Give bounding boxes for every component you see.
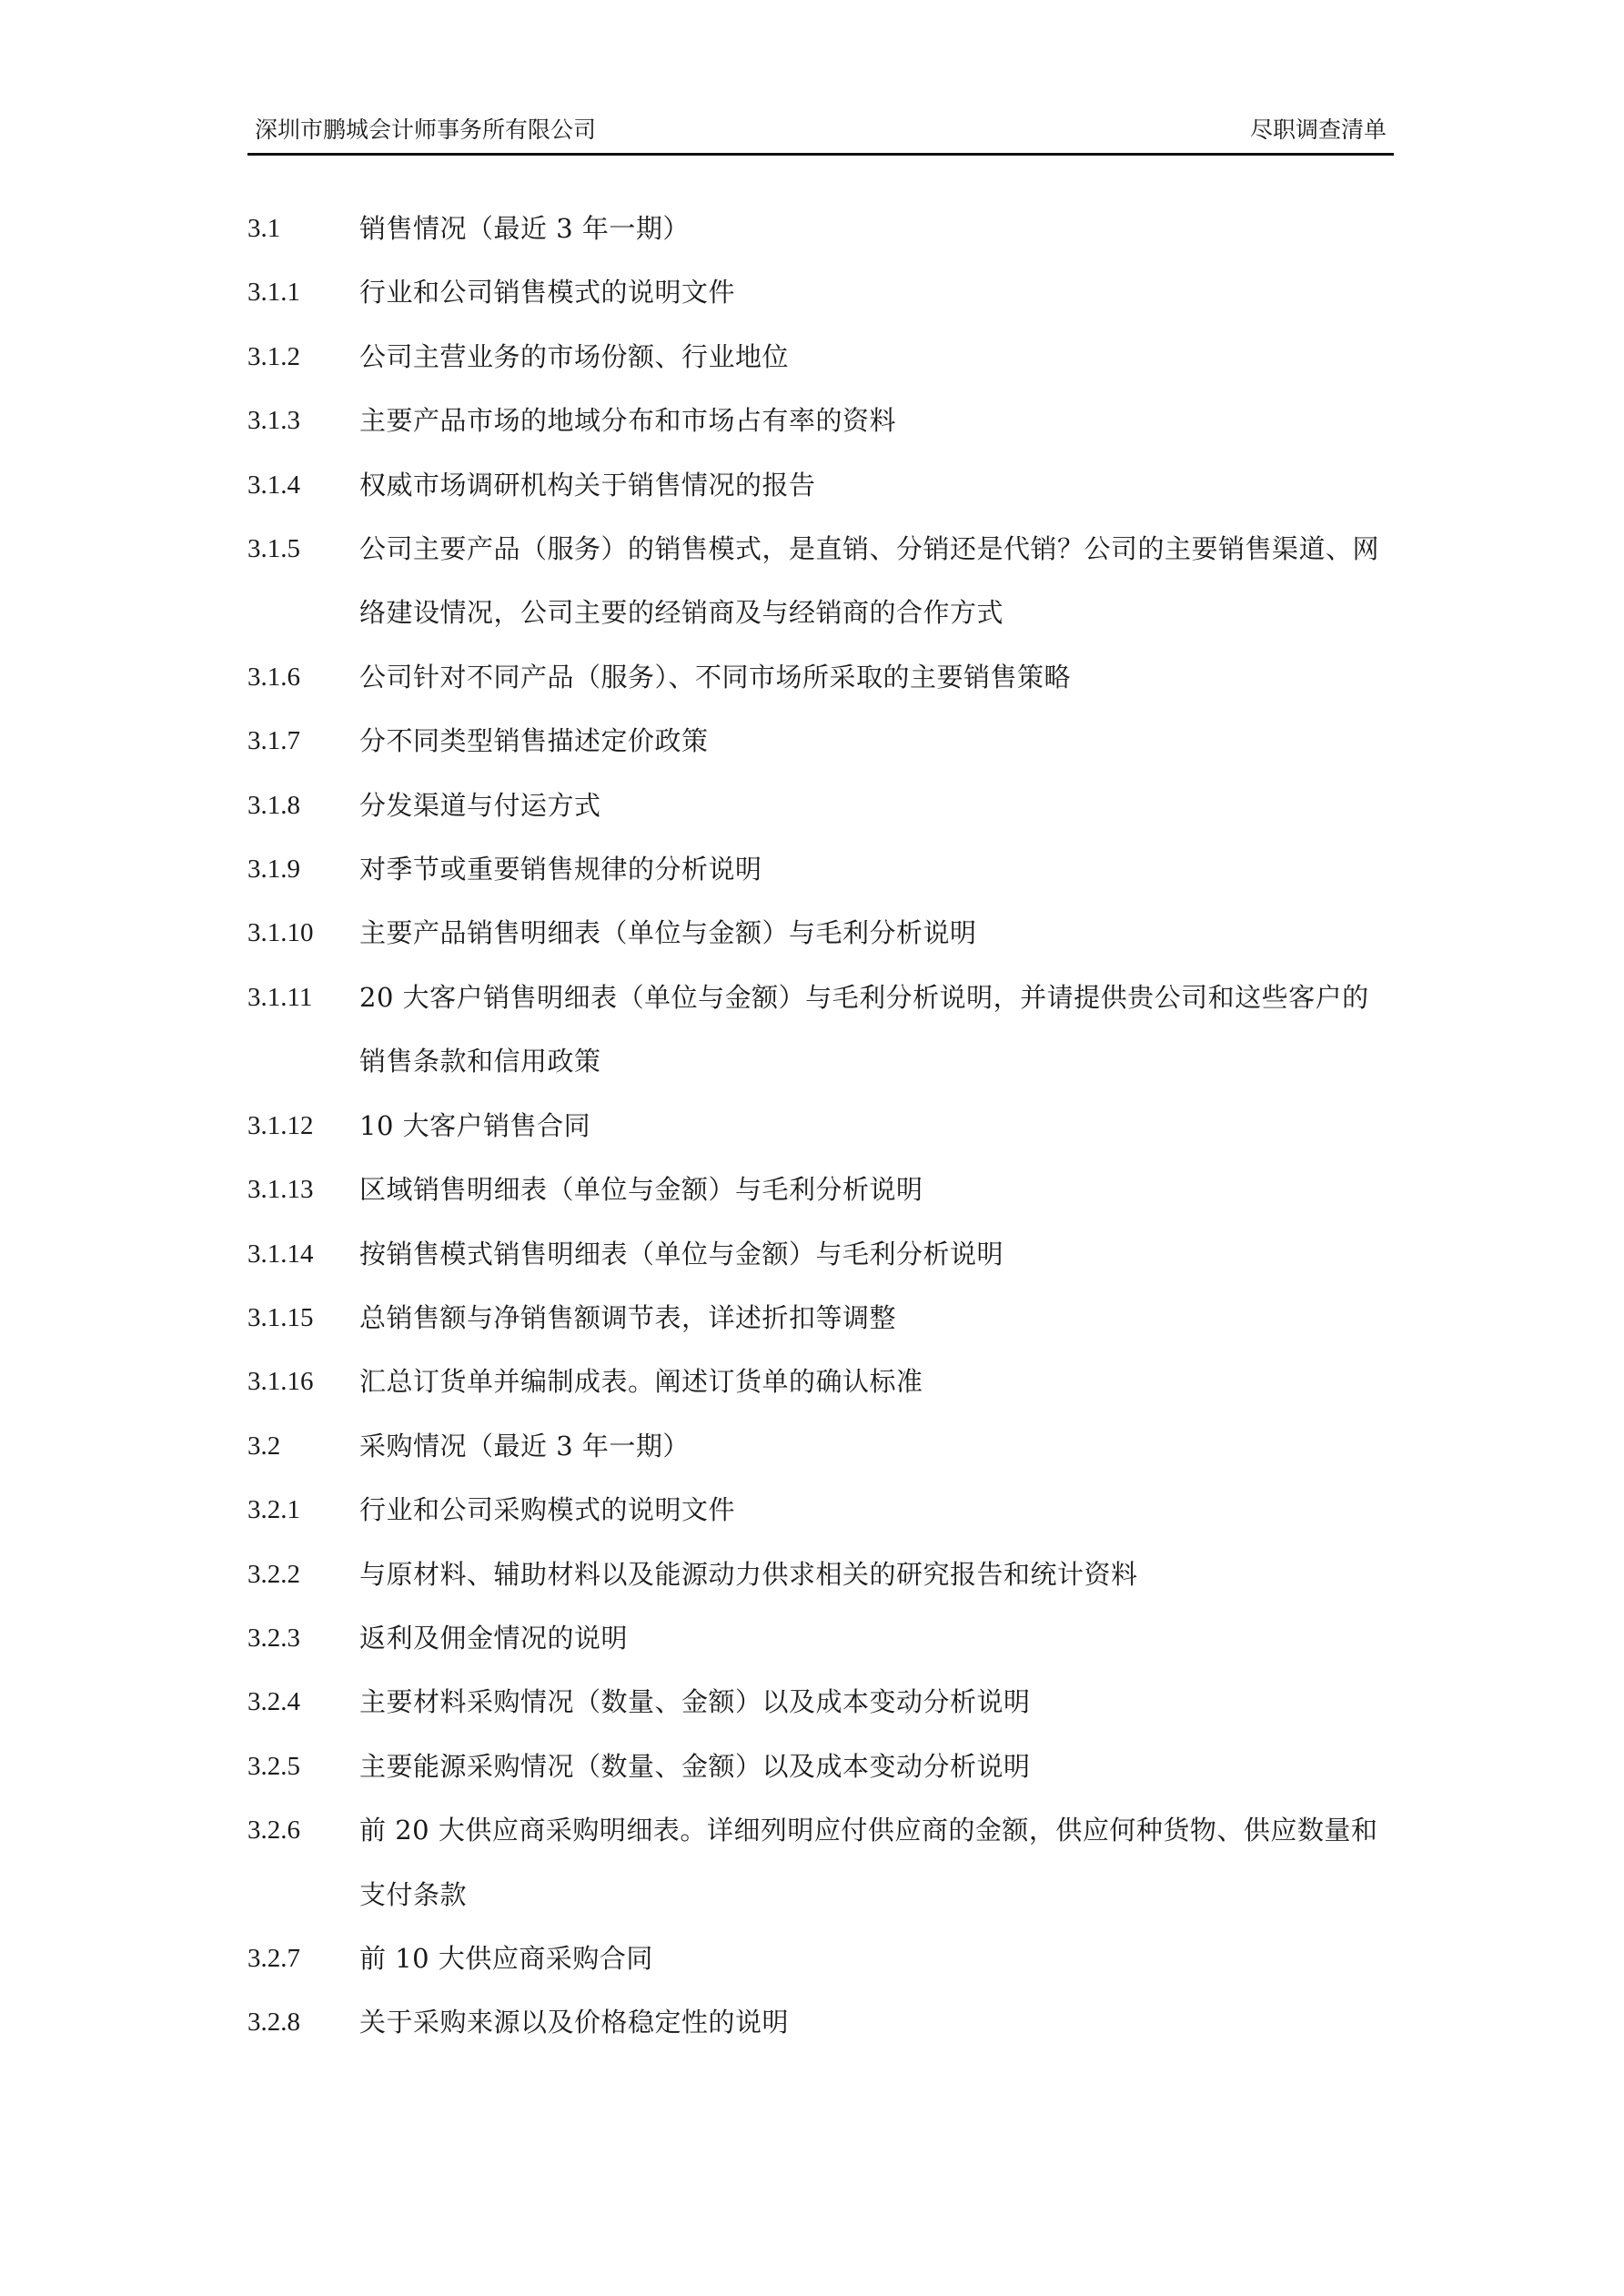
item-text: 行业和公司销售模式的说明文件 [359, 277, 736, 308]
list-item [247, 325, 1396, 389]
item-number: 3.1.14 [247, 1239, 314, 1269]
list-item [247, 837, 1396, 901]
list-item [247, 1606, 1396, 1670]
checklist [247, 197, 1396, 2055]
item-number: 3.2.5 [247, 1751, 300, 1781]
list-item [247, 901, 1396, 965]
item-text: 10 大客户销售合同 [359, 1109, 591, 1141]
item-text: 行业和公司采购模式的说明文件 [359, 1494, 736, 1526]
item-text: 主要能源采购情况（数量、金额）以及成本变动分析说明 [359, 1750, 1031, 1782]
item-number: 3.1.16 [247, 1367, 314, 1397]
item-text: 销售情况（最近 3 年一期） [359, 213, 690, 244]
list-item [247, 1927, 1396, 1990]
list-item [247, 260, 1396, 324]
item-text: 前 10 大供应商采购合同 [359, 1942, 653, 1974]
list-item [247, 389, 1396, 452]
item-number: 3.2.3 [247, 1623, 300, 1653]
item-number: 3.1.3 [247, 406, 300, 436]
item-text: 主要产品销售明细表（单位与金额）与毛利分析说明 [359, 917, 977, 949]
item-number: 3.1.11 [247, 982, 313, 1012]
list-item [247, 1990, 1396, 2054]
list-item [247, 1670, 1396, 1734]
item-text: 汇总订货单并编制成表。阐述订货单的确认标准 [359, 1366, 923, 1398]
item-number: 3.1.1 [247, 278, 300, 308]
list-item [247, 1350, 1396, 1413]
item-text: 前 20 大供应商采购明细表。详细列明应付供应商的金额，供应何种货物、供应数量和支付条款 [359, 1815, 1378, 1910]
item-text: 按销售模式销售明细表（单位与金额）与毛利分析说明 [359, 1238, 1004, 1269]
list-item [247, 1735, 1396, 1798]
item-text: 分不同类型销售描述定价政策 [359, 725, 709, 757]
list-item [247, 1222, 1396, 1286]
item-number: 3.1 [247, 214, 281, 243]
list-item [247, 1542, 1396, 1606]
item-number: 3.1.4 [247, 470, 300, 500]
item-text: 分发渠道与付运方式 [359, 789, 601, 821]
list-item [247, 709, 1396, 773]
item-text: 公司主要产品（服务）的销售模式，是直销、分销还是代销？公司的主要销售渠道、网络建设情况，公司主要的经销商及与经销商的合作方式 [359, 533, 1380, 629]
item-text: 总销售额与净销售额调节表，详述折扣等调整 [359, 1301, 897, 1333]
header-company-name: 深圳市鹏城会计师事务所有限公司 [255, 116, 597, 143]
item-number: 3.1.6 [247, 662, 300, 692]
item-number: 3.2.8 [247, 2008, 300, 2038]
list-item [247, 1414, 1396, 1478]
item-number: 3.1.10 [247, 918, 314, 948]
item-text: 采购情况（最近 3 年一期） [359, 1430, 690, 1462]
list-item [247, 453, 1396, 517]
item-number: 3.1.13 [247, 1175, 314, 1205]
item-number: 3.1.5 [247, 534, 300, 564]
list-item [247, 645, 1396, 709]
item-text: 20 大客户销售明细表（单位与金额）与毛利分析说明，并请提供贵公司和这些客户的销售条款和信用政策 [359, 981, 1369, 1077]
item-number: 3.2 [247, 1431, 281, 1461]
item-text: 权威市场调研机构关于销售情况的报告 [359, 469, 816, 501]
item-number: 3.2.6 [247, 1816, 300, 1846]
header-document-title: 尽职调查清单 [1249, 116, 1387, 143]
item-number: 3.2.1 [247, 1495, 300, 1525]
item-number: 3.2.2 [247, 1559, 300, 1589]
item-number: 3.2.4 [247, 1687, 300, 1717]
page-header [247, 111, 1394, 156]
item-text: 对季节或重要销售规律的分析说明 [359, 854, 762, 885]
list-item [247, 1478, 1396, 1542]
list-item [247, 1286, 1396, 1350]
item-text: 公司主营业务的市场份额、行业地位 [359, 340, 790, 372]
item-text: 区域销售明细表（单位与金额）与毛利分析说明 [359, 1174, 923, 1206]
item-text: 主要材料采购情况（数量、金额）以及成本变动分析说明 [359, 1686, 1031, 1718]
list-item [247, 774, 1396, 837]
list-item [247, 1158, 1396, 1221]
list-item [247, 197, 1396, 260]
list-item [247, 517, 1396, 645]
item-text: 公司针对不同产品（服务）、不同市场所采取的主要销售策略 [359, 661, 1072, 693]
item-text: 关于采购来源以及价格稳定性的说明 [359, 2007, 790, 2038]
item-number: 3.1.12 [247, 1110, 314, 1140]
item-number: 3.1.9 [247, 855, 300, 885]
item-number: 3.1.15 [247, 1302, 314, 1332]
item-number: 3.1.7 [247, 726, 300, 756]
item-number: 3.1.2 [247, 341, 300, 371]
item-text: 主要产品市场的地域分布和市场占有率的资料 [359, 405, 897, 437]
item-number: 3.1.8 [247, 790, 300, 820]
item-text: 与原材料、辅助材料以及能源动力供求相关的研究报告和统计资料 [359, 1558, 1138, 1590]
item-number: 3.2.7 [247, 1943, 300, 1973]
list-item [247, 966, 1396, 1094]
item-text: 返利及佣金情况的说明 [359, 1622, 629, 1654]
list-item [247, 1798, 1396, 1927]
list-item [247, 1094, 1396, 1158]
